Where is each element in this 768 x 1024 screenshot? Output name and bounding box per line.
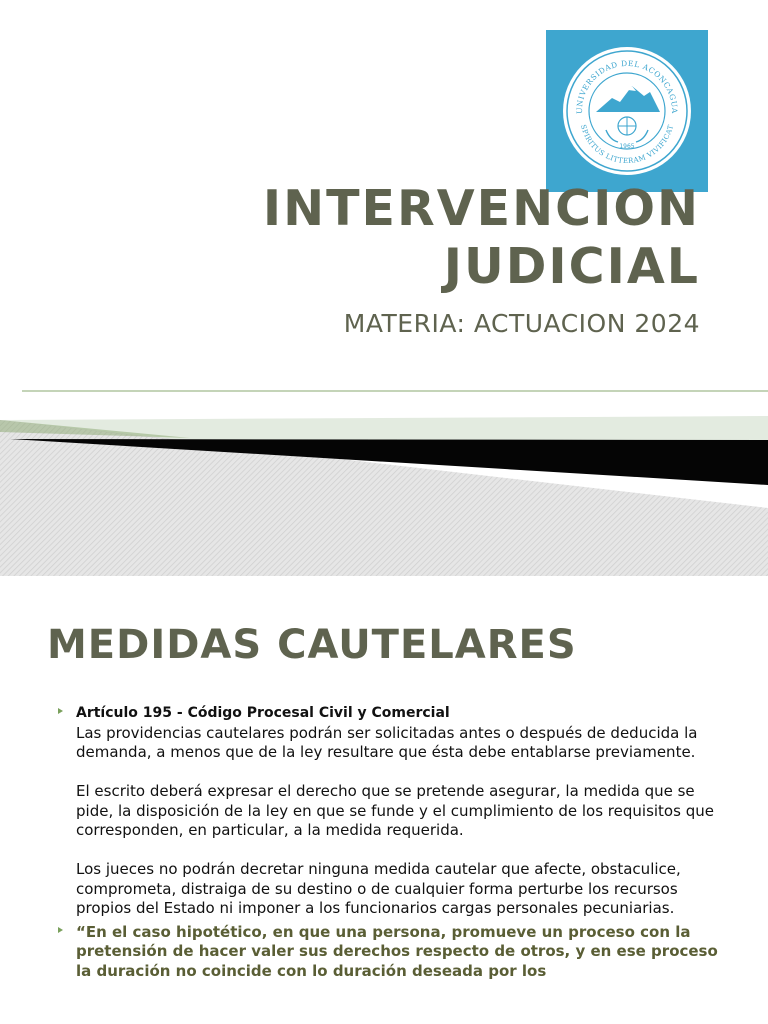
decorative-banner (0, 380, 768, 576)
bullet-list (58, 704, 730, 985)
title-line-1: INTERVENCION (262, 180, 700, 237)
title-line-2: JUDICIAL (443, 238, 700, 295)
quote-text: “En el caso hipotético, en que una persona, promueve un proceso con la pretensión de hacer valer sus derechos respecto de otros, y en ese proceso la duración no coincide con lo duración deseada por los (76, 922, 718, 980)
bullet-item-article-195 (58, 704, 730, 919)
bullet-item-quote (58, 923, 730, 982)
university-seal-icon (546, 30, 708, 192)
paragraph-1: Las providencias cautelares podrán ser solicitadas antes o después de deducida la demanda, a menos que de la ley resultare que ésta debe entablarse previamente. (76, 723, 698, 761)
bullet-marker-icon (58, 927, 63, 933)
university-logo (546, 30, 708, 192)
slide-heading: MEDIDAS CAUTELARES (47, 622, 577, 668)
seal-year: 1965 (619, 143, 635, 150)
bullet-marker-icon (58, 708, 63, 714)
paragraph-2: El escrito deberá expresar el derecho que se pretende asegurar, la medida que se pide, la disposición de la ley en que se funde y el cumplimiento de los requisitos que corresponden, en particular, a la medida requerida. (76, 782, 714, 839)
article-heading: Artículo 195 - Código Procesal Civil y Comercial (76, 705, 450, 721)
content-slide (0, 576, 768, 1024)
seal-text-bottom: SPIRITUS LITTERAM VIVIFICAT (578, 123, 676, 166)
slide-title (263, 180, 700, 296)
slide-subtitle: MATERIA: ACTUACION 2024 (343, 309, 700, 338)
seal-text-top: UNIVERSIDAD DEL ACONCAGUA (574, 58, 680, 114)
paragraph-3: Los jueces no podrán decretar ninguna medida cautelar que afecte, obstaculice, comprometa, distraiga de su destino o de cualquier forma perturbe los recursos propios del Estado ni imponer a los funcionarios cargas personales pecuniarias. (76, 860, 681, 917)
